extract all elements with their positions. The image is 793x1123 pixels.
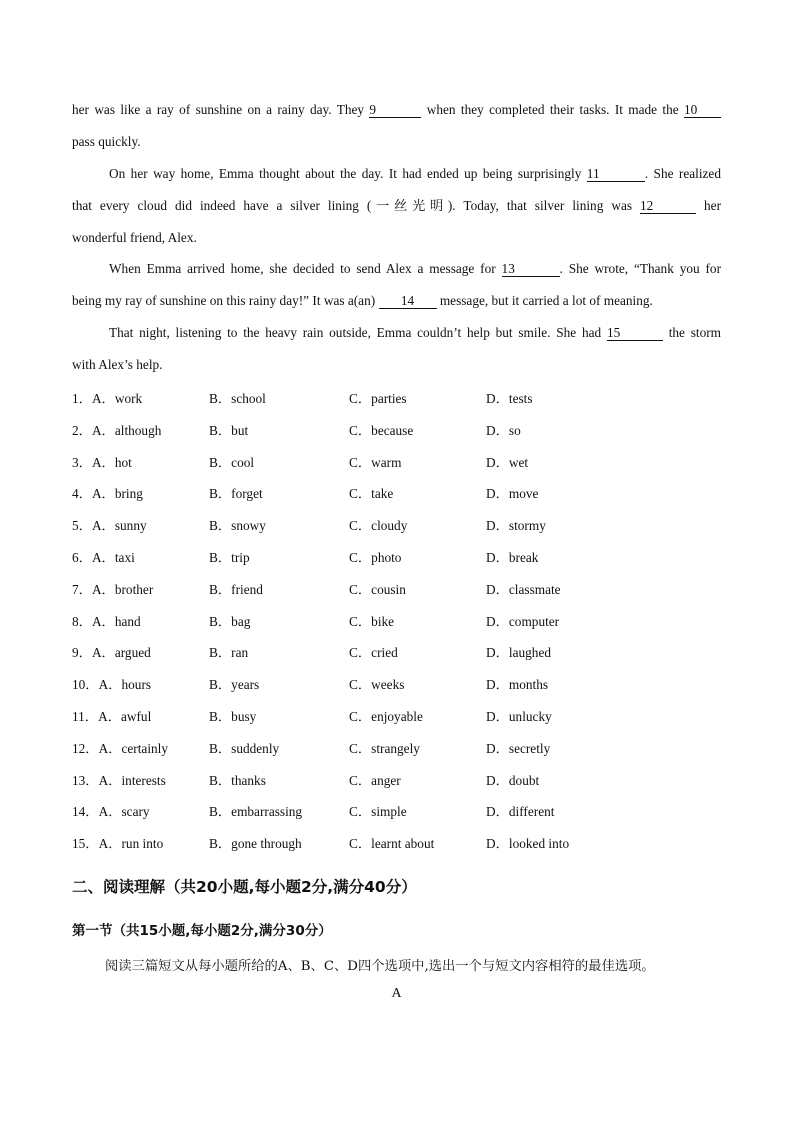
paragraph-4 <box>72 317 721 381</box>
question-row <box>72 794 721 826</box>
paragraph-line: pass quickly. <box>72 134 141 149</box>
option-d: D．unlucky <box>486 708 552 724</box>
option-a: 4．A．bring <box>72 486 143 502</box>
option-c: C．cousin <box>349 581 406 597</box>
option-b: B．cool <box>209 454 255 470</box>
option-a: 2．A．although <box>72 422 162 438</box>
paragraph-line: wonderful friend, Alex. <box>72 230 197 245</box>
question-row <box>72 540 721 572</box>
paragraph-line: her was like a ray of sunshine on a rainy day. They 9 when they completed their tasks. It made the 10 <box>72 94 721 126</box>
option-a: 15．A．run into <box>72 836 164 852</box>
blank-15: 15 <box>607 325 663 341</box>
question-options <box>72 381 721 858</box>
option-b: B．busy <box>209 708 257 724</box>
option-a: 7．A．brother <box>72 581 154 597</box>
paragraph-line: When Emma arrived home, she decided to send Alex a message for 13 . She wrote, “Thank you for <box>109 261 721 276</box>
option-d: D．different <box>486 804 555 820</box>
option-c: C．photo <box>349 549 402 565</box>
option-d: D．wet <box>486 454 529 470</box>
option-a: 6．A．taxi <box>72 549 135 565</box>
option-c: C．because <box>349 422 414 438</box>
question-row <box>72 826 721 858</box>
option-a: 8．A．hand <box>72 613 141 629</box>
option-b: B．thanks <box>209 772 266 788</box>
question-row <box>72 604 721 636</box>
option-c: C．warm <box>349 454 402 470</box>
option-d: D．move <box>486 486 539 502</box>
option-a: 12．A．certainly <box>72 740 169 756</box>
blank-9: 9 <box>369 102 421 118</box>
option-b: B．friend <box>209 581 263 597</box>
question-row <box>72 731 721 763</box>
option-c: C．cried <box>349 645 398 661</box>
option-c: C．strangely <box>349 740 420 756</box>
option-a: 14．A．scary <box>72 804 150 820</box>
paragraph-line: that every cloud did indeed have a silver lining (一丝光明). Today, that silver lining was 12 her <box>72 198 722 213</box>
blank-14: 14 <box>379 293 437 309</box>
paragraph-1 <box>72 94 721 158</box>
option-d: D．doubt <box>486 772 540 788</box>
option-c: C．parties <box>349 391 407 406</box>
option-c: C．cloudy <box>349 518 408 534</box>
option-d: D．secretly <box>486 740 551 756</box>
option-d: D．break <box>486 549 539 565</box>
option-d: D．tests <box>486 391 533 406</box>
option-b: B．suddenly <box>209 740 280 756</box>
option-a: 10．A．hours <box>72 677 152 693</box>
option-d: D．computer <box>486 613 560 629</box>
option-d: D．stormy <box>486 518 546 534</box>
option-a: 3．A．hot <box>72 454 132 470</box>
paragraph-2 <box>72 158 721 254</box>
paragraph-line: being my ray of sunshine on this rainy day!” It was a(an) 14 message, but it carried a lot of meaning. <box>72 293 653 308</box>
option-b: B．forget <box>209 486 263 502</box>
subsection-heading: 第一节（共15小题,每小题2分,满分30分） <box>72 923 332 939</box>
question-row <box>72 381 721 413</box>
option-b: B．snowy <box>209 518 266 534</box>
option-a: 11．A．awful <box>72 708 152 724</box>
paragraph-line: with Alex’s help. <box>72 357 163 372</box>
option-b: B．trip <box>209 549 250 565</box>
question-row <box>72 699 721 731</box>
question-row <box>72 763 721 795</box>
blank-12: 12 <box>640 198 696 214</box>
blank-10: 10 <box>684 102 721 118</box>
option-c: C．simple <box>349 804 407 820</box>
blank-11: 11 <box>587 166 645 182</box>
option-b: B．ran <box>209 645 249 661</box>
question-row <box>72 572 721 604</box>
question-row <box>72 635 721 667</box>
option-c: C．weeks <box>349 677 405 693</box>
option-c: C．anger <box>349 772 401 788</box>
paragraph-line: That night, listening to the heavy rain outside, Emma couldn’t help but smile. She had 15 the storm <box>109 325 721 340</box>
section-heading: 二、阅读理解（共20小题,每小题2分,满分40分） <box>72 878 417 896</box>
option-b: B．bag <box>209 613 251 629</box>
option-c: C．learnt about <box>349 836 435 852</box>
option-d: D．months <box>486 677 549 693</box>
question-row <box>72 445 721 477</box>
option-d: D．laughed <box>486 645 551 661</box>
option-d: D．so <box>486 422 521 438</box>
option-c: C．bike <box>349 613 395 629</box>
option-a: 9．A．argued <box>72 645 151 661</box>
question-row <box>72 476 721 508</box>
option-c: C．enjoyable <box>349 708 423 724</box>
passage-label: A <box>391 986 402 1001</box>
option-d: D．looked into <box>486 836 570 852</box>
option-b: B．but <box>209 422 249 438</box>
option-b: B．years <box>209 677 260 693</box>
question-row <box>72 413 721 445</box>
question-row <box>72 667 721 699</box>
paragraph-line: On her way home, Emma thought about the day. It had ended up being surprisingly 11 . She realized <box>109 166 721 181</box>
question-row <box>72 508 721 540</box>
option-b: B．embarrassing <box>209 804 303 820</box>
option-a: 5．A．sunny <box>72 518 147 534</box>
option-a: 13．A．interests <box>72 772 166 788</box>
option-c: C．take <box>349 486 394 502</box>
paragraph-3 <box>72 253 721 317</box>
option-b: B．school <box>209 391 266 406</box>
blank-13: 13 <box>502 261 560 277</box>
option-a: 1．A．work <box>72 391 143 406</box>
option-d: D．classmate <box>486 581 561 597</box>
option-b: B．gone through <box>209 836 302 852</box>
instruction-text: 阅读三篇短文从每小题所给的A、B、C、D四个选项中,选出一个与短文内容相符的最佳选项。 <box>105 959 655 974</box>
